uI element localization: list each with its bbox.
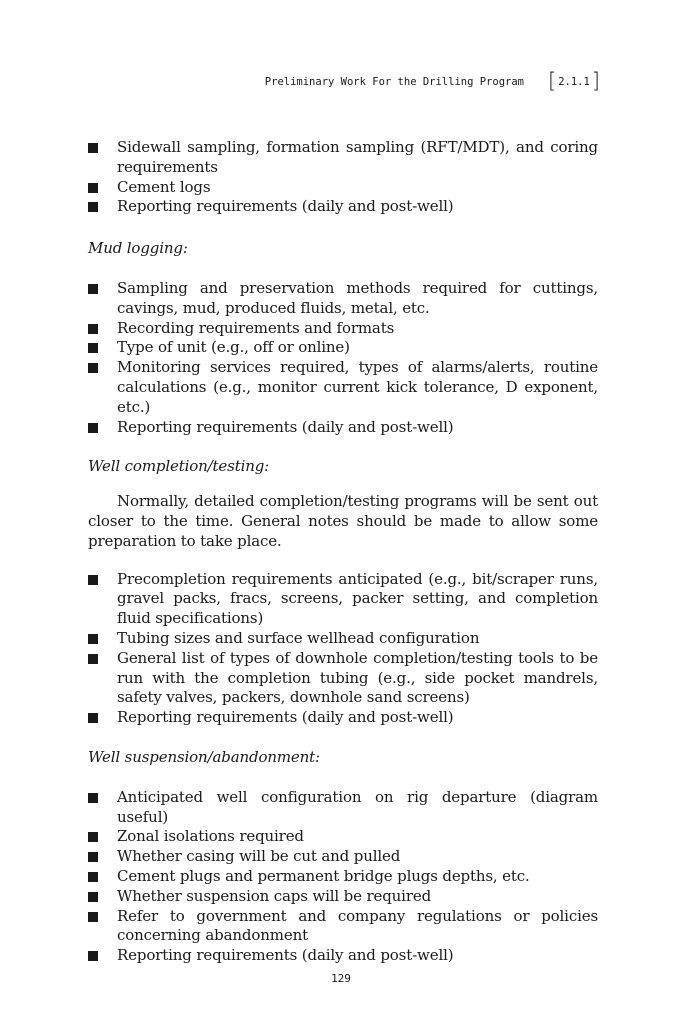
square-bullet-icon <box>88 793 98 803</box>
list-item: Cement logs <box>88 178 598 198</box>
square-bullet-icon <box>88 324 98 334</box>
square-bullet-icon <box>88 284 98 294</box>
square-bullet-icon <box>88 832 98 842</box>
square-bullet-icon <box>88 423 98 433</box>
list-item: Monitoring services required, types of alarms/alerts, routine calculations (e.g., monitor current kick tolerance, D exponent, etc.) <box>88 358 598 417</box>
square-bullet-icon <box>88 872 98 882</box>
square-bullet-icon <box>88 912 98 922</box>
section-bracket-open: [ <box>547 69 557 93</box>
list-item: Reporting requirements (daily and post-well) <box>88 946 598 966</box>
page-number: 129 <box>331 972 351 985</box>
running-header <box>0 70 600 94</box>
mud-logging-list <box>88 279 598 437</box>
well-suspension-list <box>88 788 598 966</box>
list-item: Precompletion requirements anticipated (e.g., bit/scraper runs, gravel packs, fracs, screens, packer setting, and completion fluid specifications) <box>88 570 598 629</box>
square-bullet-icon <box>88 575 98 585</box>
list-item: Zonal isolations required <box>88 827 598 847</box>
square-bullet-icon <box>88 183 98 193</box>
well-completion-heading: Well completion/testing: <box>88 457 270 476</box>
list-item: Type of unit (e.g., off or online) <box>88 338 598 358</box>
square-bullet-icon <box>88 892 98 902</box>
well-completion-list <box>88 570 598 728</box>
list-item: Reporting requirements (daily and post-well) <box>88 197 598 217</box>
square-bullet-icon <box>88 202 98 212</box>
intro-bullet-list <box>88 138 598 217</box>
list-item: Cement plugs and permanent bridge plugs depths, etc. <box>88 867 598 887</box>
list-item: Reporting requirements (daily and post-well) <box>88 708 598 728</box>
square-bullet-icon <box>88 634 98 644</box>
running-header-title: Preliminary Work For the Drilling Program <box>264 76 524 88</box>
section-number <box>547 69 600 93</box>
section-number-value: 2.1.1 <box>558 76 590 88</box>
page-body <box>88 138 598 966</box>
list-item: Whether suspension caps will be required <box>88 887 598 907</box>
list-item: Refer to government and company regulations or policies concerning abandonment <box>88 907 598 947</box>
square-bullet-icon <box>88 143 98 153</box>
square-bullet-icon <box>88 852 98 862</box>
list-item: General list of types of downhole completion/testing tools to be run with the completion tubing (e.g., side pocket mandrels, safety valves, packers, downhole sand screens) <box>88 649 598 708</box>
square-bullet-icon <box>88 363 98 373</box>
list-item: Recording requirements and formats <box>88 319 598 339</box>
mud-logging-heading: Mud logging: <box>88 239 188 258</box>
square-bullet-icon <box>88 951 98 961</box>
section-bracket-close: ] <box>591 69 600 93</box>
square-bullet-icon <box>88 713 98 723</box>
list-item: Sidewall sampling, formation sampling (RFT/MDT), and coring requirements <box>88 138 598 178</box>
well-suspension-heading: Well suspension/abandonment: <box>88 747 320 766</box>
square-bullet-icon <box>88 654 98 664</box>
well-completion-paragraph: Normally, detailed completion/testing programs will be sent out closer to the time. General notes should be made to allow some preparation to take place. <box>88 492 598 550</box>
list-item: Anticipated well configuration on rig departure (diagram useful) <box>88 788 598 828</box>
list-item: Reporting requirements (daily and post-well) <box>88 418 598 438</box>
list-item: Whether casing will be cut and pulled <box>88 847 598 867</box>
square-bullet-icon <box>88 343 98 353</box>
list-item: Tubing sizes and surface wellhead configuration <box>88 629 598 649</box>
list-item: Sampling and preservation methods required for cuttings, cavings, mud, produced fluids, metal, etc. <box>88 279 598 319</box>
